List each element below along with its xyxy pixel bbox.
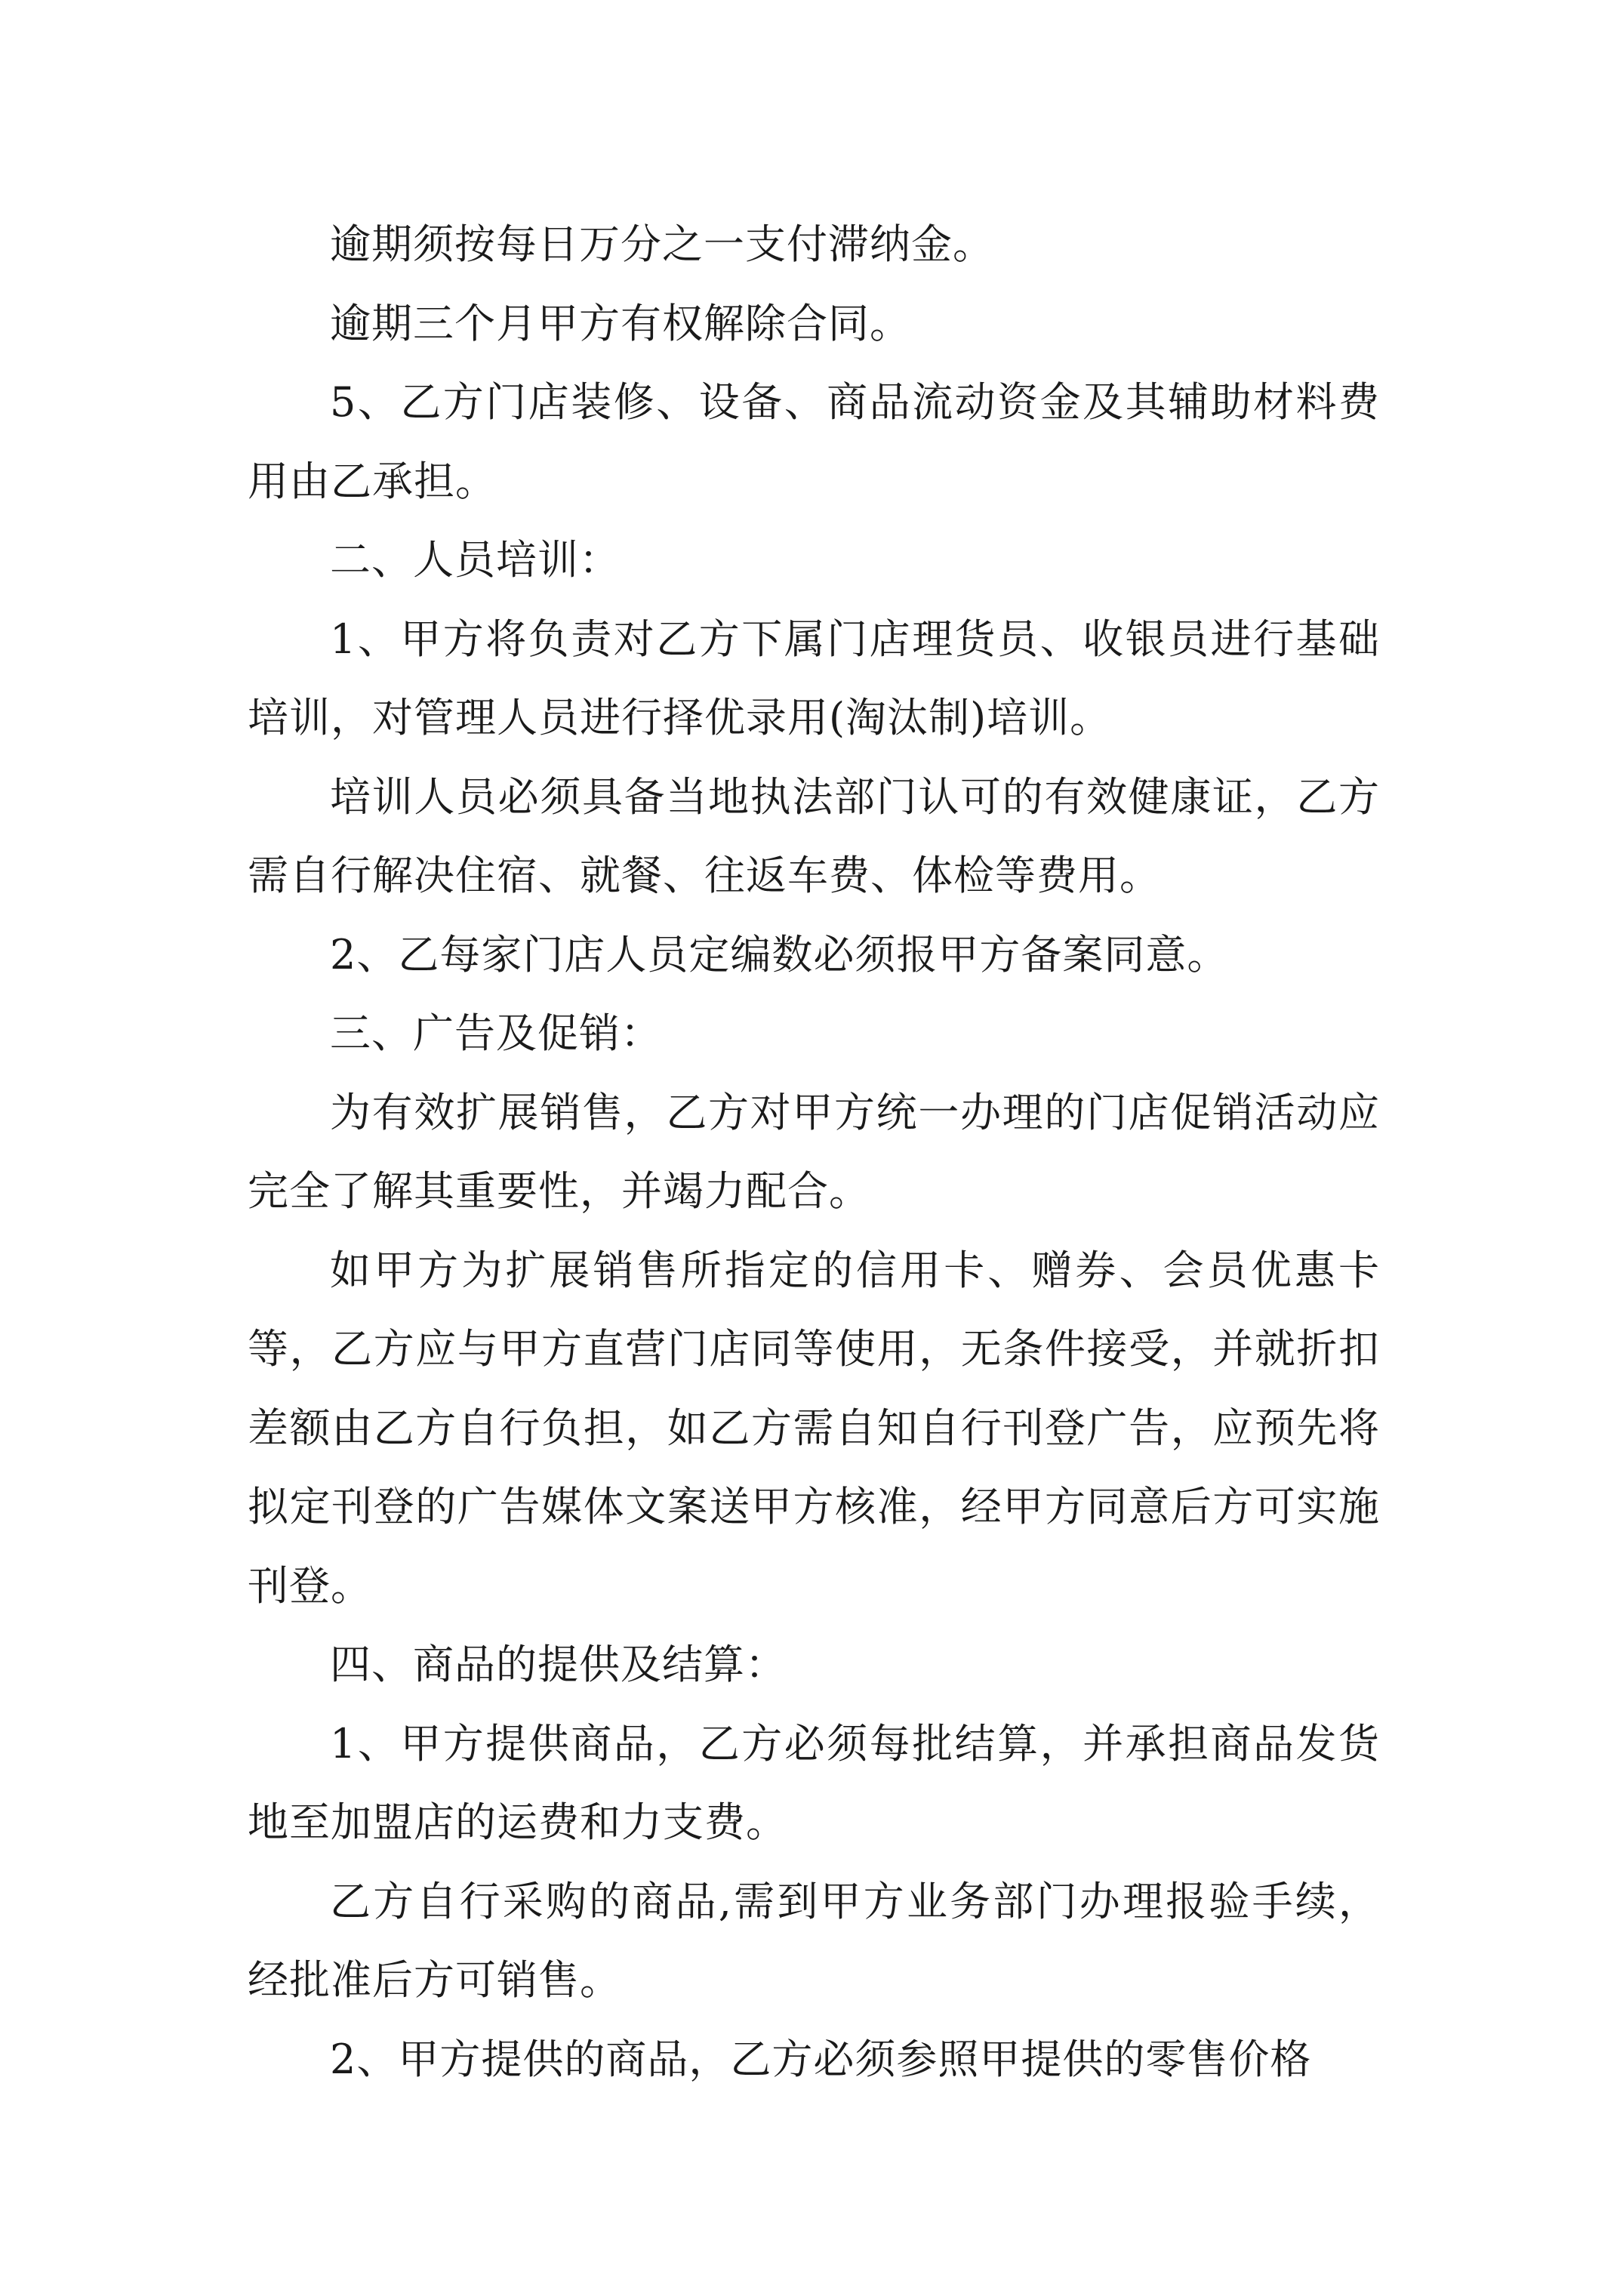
paragraph-staffing: 2、乙每家门店人员定编数必须报甲方备案同意。: [330, 930, 1229, 978]
paragraph-promotion-cards: 如甲方为扩展销售所指定的信用卡、赠券、会员优惠卡等，乙方应与甲方直营门店同等使用，无条件接受，并就折扣差额由乙方自行负担，如乙方需自知自行刊登广告，应预先将拟定刊登的广告媒体文案送甲方核准，经甲方同意后方可实施刊登。: [248, 1246, 1380, 1610]
paragraph-promotion-cooperation: 为有效扩展销售，乙方对甲方统一办理的门店促销活动应完全了解其重要性，并竭力配合。: [248, 1088, 1380, 1215]
section-heading-training: 二、人员培训：: [330, 536, 621, 584]
section-heading-goods: 四、商品的提供及结算：: [330, 1641, 787, 1688]
paragraph-goods-pricing: 2、甲方提供的商品，乙方必须参照甲提供的零售价格: [330, 2035, 1312, 2083]
paragraph-late-fee: 逾期须按每日万分之一支付滞纳金。: [330, 220, 994, 268]
paragraph-goods-supply: 1、甲方提供商品，乙方必须每批结算，并承担商品发货地至加盟店的运费和力支费。: [248, 1719, 1380, 1846]
section-heading-promotion: 三、广告及促销：: [330, 1009, 662, 1057]
document-body: [248, 205, 1380, 2099]
paragraph-training-basic: 1、甲方将负责对乙方下属门店理货员、收银员进行基础培训，对管理人员进行择优录用(淘汰制)培训。: [248, 615, 1380, 741]
paragraph-store-costs: 5、乙方门店装修、设备、商品流动资金及其辅助材料费用由乙承担。: [248, 378, 1380, 505]
paragraph-training-health: 培训人员必须具备当地执法部门认可的有效健康证，乙方需自行解决住宿、就餐、往返车费、体检等费用。: [248, 772, 1380, 899]
paragraph-goods-self-purchase: 乙方自行采购的商品,需到甲方业务部门办理报验手续，经批准后方可销售。: [248, 1877, 1380, 2004]
paragraph-termination: 逾期三个月甲方有权解除合同。: [330, 299, 911, 347]
